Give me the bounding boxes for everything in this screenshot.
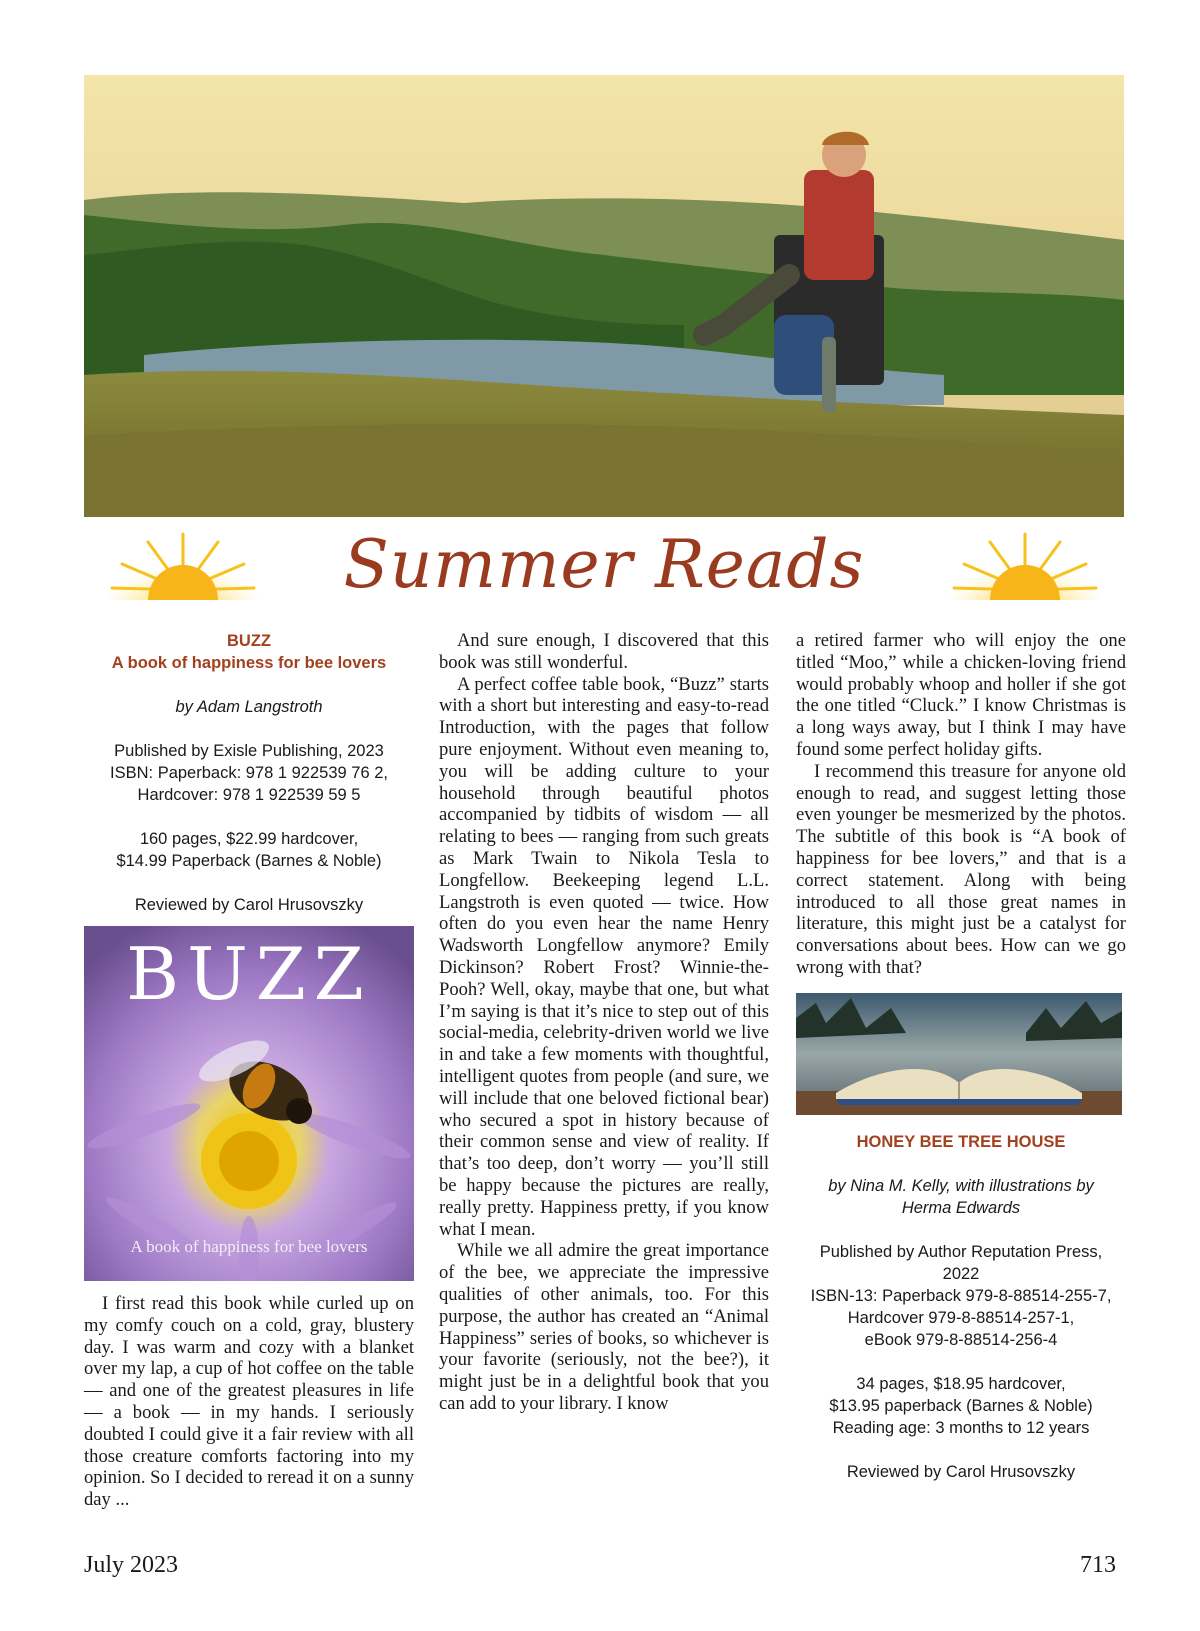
- sun-icon: [950, 528, 1100, 616]
- column-3: [796, 630, 1126, 1483]
- book1-publisher: Published by Exisle Publishing, 2023: [114, 742, 384, 760]
- review-paragraph: I recommend this treasure for anyone old enough to read, and suggest letting those even younger be mesmerized by the photos. The subtitle of this book is “A book of happiness for bee lovers,” and that is a correct statement. Along with being introduced to all those great names in literature, this might just be a catalyst for conversations about bees. How can we go wrong with that?: [796, 760, 1126, 978]
- book2-isbn-hardcover: Hardcover 979-8-88514-257-1,: [847, 1308, 1075, 1327]
- book1-isbn-hardcover: Hardcover: 978 1 922539 59 5: [137, 786, 361, 804]
- column-1: [84, 630, 414, 1511]
- review-paragraph: While we all admire the great importance of the bee, we appreciate the impressive qualities of other animals, too. For this purpose, the author has created an “Animal Happiness” series of books, so whichever is your favorite (seriously, not the bee?), it might just be in a delightful book that you can add to your library. I know: [439, 1240, 769, 1414]
- page-title: Summer Reads: [343, 526, 865, 603]
- book2-pages-price: 34 pages, $18.95 hardcover,: [856, 1374, 1066, 1393]
- book1-isbn-paperback: ISBN: Paperback: 978 1 922539 76 2,: [110, 764, 388, 782]
- review-text-part1: [84, 1293, 414, 1511]
- review-text-part3: [796, 630, 1126, 979]
- footer-date: July 2023: [84, 1552, 179, 1578]
- book2-publisher: Published by Author Reputation Press,: [819, 1242, 1103, 1261]
- hero-photo: [84, 75, 1124, 517]
- column-2: [439, 630, 769, 1415]
- review-paragraph: A perfect coffee table book, “Buzz” starts with a short but interesting and easy-to-read Introduction, with the pages that follow pure enjoyment. Without even meaning to, you will be adding culture to your household through beautiful photos accompanied by tidbits of wisdom — all relating to bees — ranging from such greats as Mark Twain to Nikola Tesla to Longfellow. Beekeeping legend L.L. Langstroth is even quoted — twice. How often do you even hear the name Henry Wadsworth Longfellow anymore? Emily Dickinson? Robert Frost? Winnie-the-Pooh? Well, okay, maybe that one, but what I’m saying is that it’s nice to step out of this social-media, celebrity-driven world we live in and take a few moments with thoughtful, intelligent quotes from people (and sure, we will include that one beloved fictional bear) who secured a spot in history because of their common sense and view of reality. If that’s too deep, don’t worry — you’ll still be happy because the pictures are really, really pretty. Happiness pretty, if you know what I mean.: [439, 673, 769, 1240]
- book1-pages-price: 160 pages, $22.99 hardcover,: [139, 830, 359, 848]
- cover-title: BUZZ: [126, 932, 372, 1016]
- cover-subtitle: A book of happiness for bee lovers: [130, 1237, 368, 1256]
- title-row: [84, 522, 1124, 612]
- book1-heading: BUZZ: [227, 632, 271, 650]
- book2-author: by Nina M. Kelly, with illustrations by: [828, 1176, 1094, 1195]
- book2-isbn-ebook: eBook 979-8-88514-256-4: [864, 1330, 1058, 1349]
- book2-isbn-paperback: ISBN-13: Paperback 979-8-88514-255-7,: [810, 1286, 1112, 1305]
- book1-subtitle: A book of happiness for bee lovers: [111, 654, 387, 672]
- hero-landscape-image: [84, 75, 1124, 517]
- book2-reading-age: Reading age: 3 months to 12 years: [832, 1418, 1090, 1437]
- open-book-photo: [796, 993, 1122, 1115]
- book1-author: by Adam Langstroth: [175, 698, 323, 716]
- review-paragraph: I first read this book while curled up on my comfy couch on a cold, gray, blustery day. I was warm and cozy with a blanket over my lap, a cup of hot coffee on the table — and one of the greatest pleasures in life — a book — in my hands. I seriously doubted I could give it a fair review with all those creature comforts factoring into my opinion. So I decided to reread it on a sunny day ...: [84, 1293, 414, 1511]
- book1-paperback-price: $14.99 Paperback (Barnes & Noble): [116, 852, 382, 870]
- book1-reviewer: Reviewed by Carol Hrusovszky: [134, 896, 364, 914]
- review-paragraph: And sure enough, I discovered that this book was still wonderful.: [439, 630, 769, 673]
- book2-heading: HONEY BEE TREE HOUSE: [856, 1132, 1066, 1151]
- book2-paperback-price: $13.95 paperback (Barnes & Noble): [829, 1396, 1093, 1415]
- book2-year: 2022: [942, 1264, 980, 1283]
- book2-illustrator: Herma Edwards: [901, 1198, 1021, 1217]
- book1-metadata: [84, 630, 414, 916]
- buzz-book-cover: [84, 926, 414, 1281]
- book2-metadata: [796, 1131, 1126, 1483]
- book2-reviewer: Reviewed by Carol Hrusovszky: [846, 1462, 1076, 1481]
- review-text-part2: [439, 630, 769, 1415]
- review-paragraph: a retired farmer who will enjoy the one titled “Moo,” while a chicken-loving friend would probably whoop and holler if she got the one titled “Cluck.” I know Christmas is a long ways away, but I think I may have found some perfect holiday gifts.: [796, 630, 1126, 760]
- page-number: 713: [1080, 1552, 1116, 1578]
